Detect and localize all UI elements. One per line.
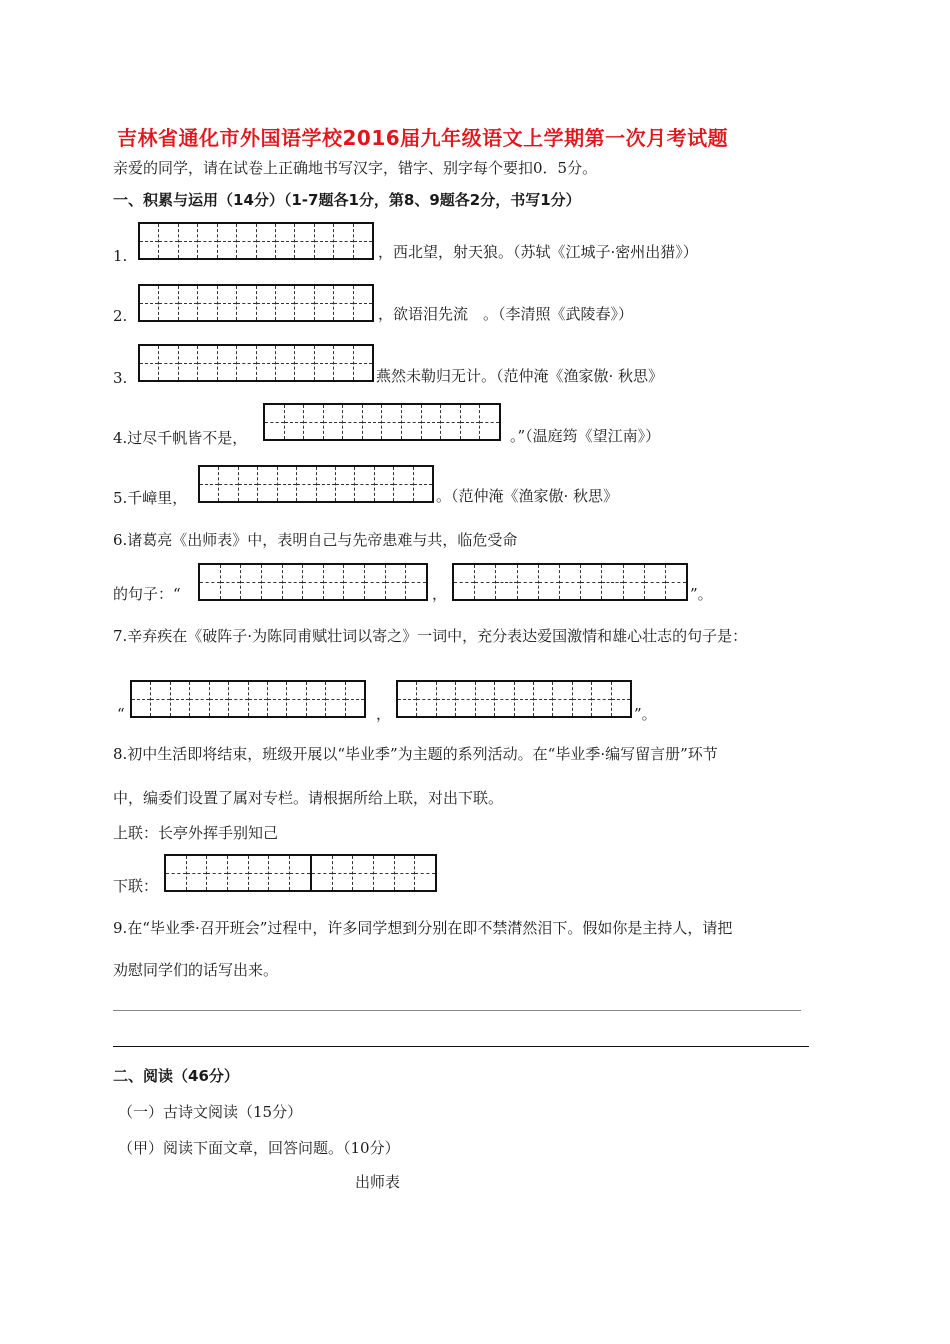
q6-answer-grid-1[interactable] (198, 563, 428, 601)
q8-prompt-line1: 8.初中生活即将结束，班级开展以“毕业季”为主题的系列活动。在“毕业季·编写留言册”环节 (113, 745, 718, 763)
q2-text: ，欲语泪先流 。（李清照《武陵春》） (378, 305, 634, 323)
q1-number: 1. (113, 247, 128, 265)
q9-answer-line-1[interactable] (113, 1010, 801, 1011)
section2-sub1: （一）古诗文阅读（15分） (118, 1103, 303, 1121)
q5-lead: 5.千嶂里， (113, 489, 188, 507)
q3-text: 燕然未勒归无计。（范仲淹《渔家傲· 秋思》 (376, 367, 664, 385)
q8-prompt-line2: 中，编委们设置了属对专栏。请根据所给上联，对出下联。 (113, 789, 504, 807)
q4-answer-grid[interactable] (263, 403, 501, 441)
q7-prompt: 7.辛弃疾在《破阵子·为陈同甫赋壮词以寄之》一词中，充分表达爱国激情和雄心壮志的句子是： (113, 627, 748, 645)
q9-prompt-line2: 劝慰同学们的话写出来。 (113, 961, 279, 979)
q7-answer-grid-1[interactable] (130, 680, 366, 718)
q8-answer-grid[interactable] (164, 854, 437, 892)
section2-heading: 二、阅读（46分） (113, 1067, 239, 1085)
q6-lead: 的句子：“ (113, 585, 181, 603)
q1-text: ，西北望，射天狼。（苏轼《江城子·密州出猎》） (378, 243, 698, 261)
q9-prompt-line1: 9.在“毕业季·召开班会”过程中，许多同学想到分别在即不禁潸然泪下。假如你是主持人，请把 (113, 919, 733, 937)
q3-number: 3. (113, 369, 128, 387)
q9-answer-line-2[interactable] (113, 1046, 809, 1047)
q6-comma: ， (432, 585, 448, 603)
q7-open: “ (117, 705, 125, 723)
section1-heading: 一、积累与运用（14分）（1-7题各1分，第8、9题各2分，书写1分） (113, 191, 581, 209)
q5-text: 。（范仲淹《渔家傲· 秋思》 (436, 487, 619, 505)
intro-text: 亲爱的同学，请在试卷上正确地书写汉字，错字、别字每个要扣0．5分。 (113, 159, 598, 177)
q7-comma: ， (376, 705, 392, 723)
q7-end: ”。 (634, 705, 657, 723)
q8-upper-couplet: 上联：长亭外挥手别知己 (113, 824, 279, 842)
q6-prompt: 6.诸葛亮《出师表》中，表明自己与先帝患难与共，临危受命 (113, 531, 518, 549)
q1-answer-grid[interactable] (138, 222, 374, 260)
q2-number: 2. (113, 307, 128, 325)
article-title: 出师表 (355, 1173, 401, 1191)
q4-text: 。”（温庭筠《望江南》） (510, 427, 661, 445)
q6-answer-grid-2[interactable] (452, 563, 688, 601)
q5-answer-grid[interactable] (198, 465, 434, 503)
q4-lead: 4.过尽千帆皆不是， (113, 429, 248, 447)
q8-lower-label: 下联： (113, 877, 159, 895)
q3-answer-grid[interactable] (138, 344, 374, 382)
exam-title: 吉林省通化市外国语学校2016届九年级语文上学期第一次月考试题 (117, 126, 729, 150)
q2-answer-grid[interactable] (138, 284, 374, 322)
section2-sub2: （甲）阅读下面文章，回答问题。（10分） (118, 1139, 400, 1157)
q7-answer-grid-2[interactable] (396, 680, 632, 718)
q6-end: ”。 (690, 585, 713, 603)
